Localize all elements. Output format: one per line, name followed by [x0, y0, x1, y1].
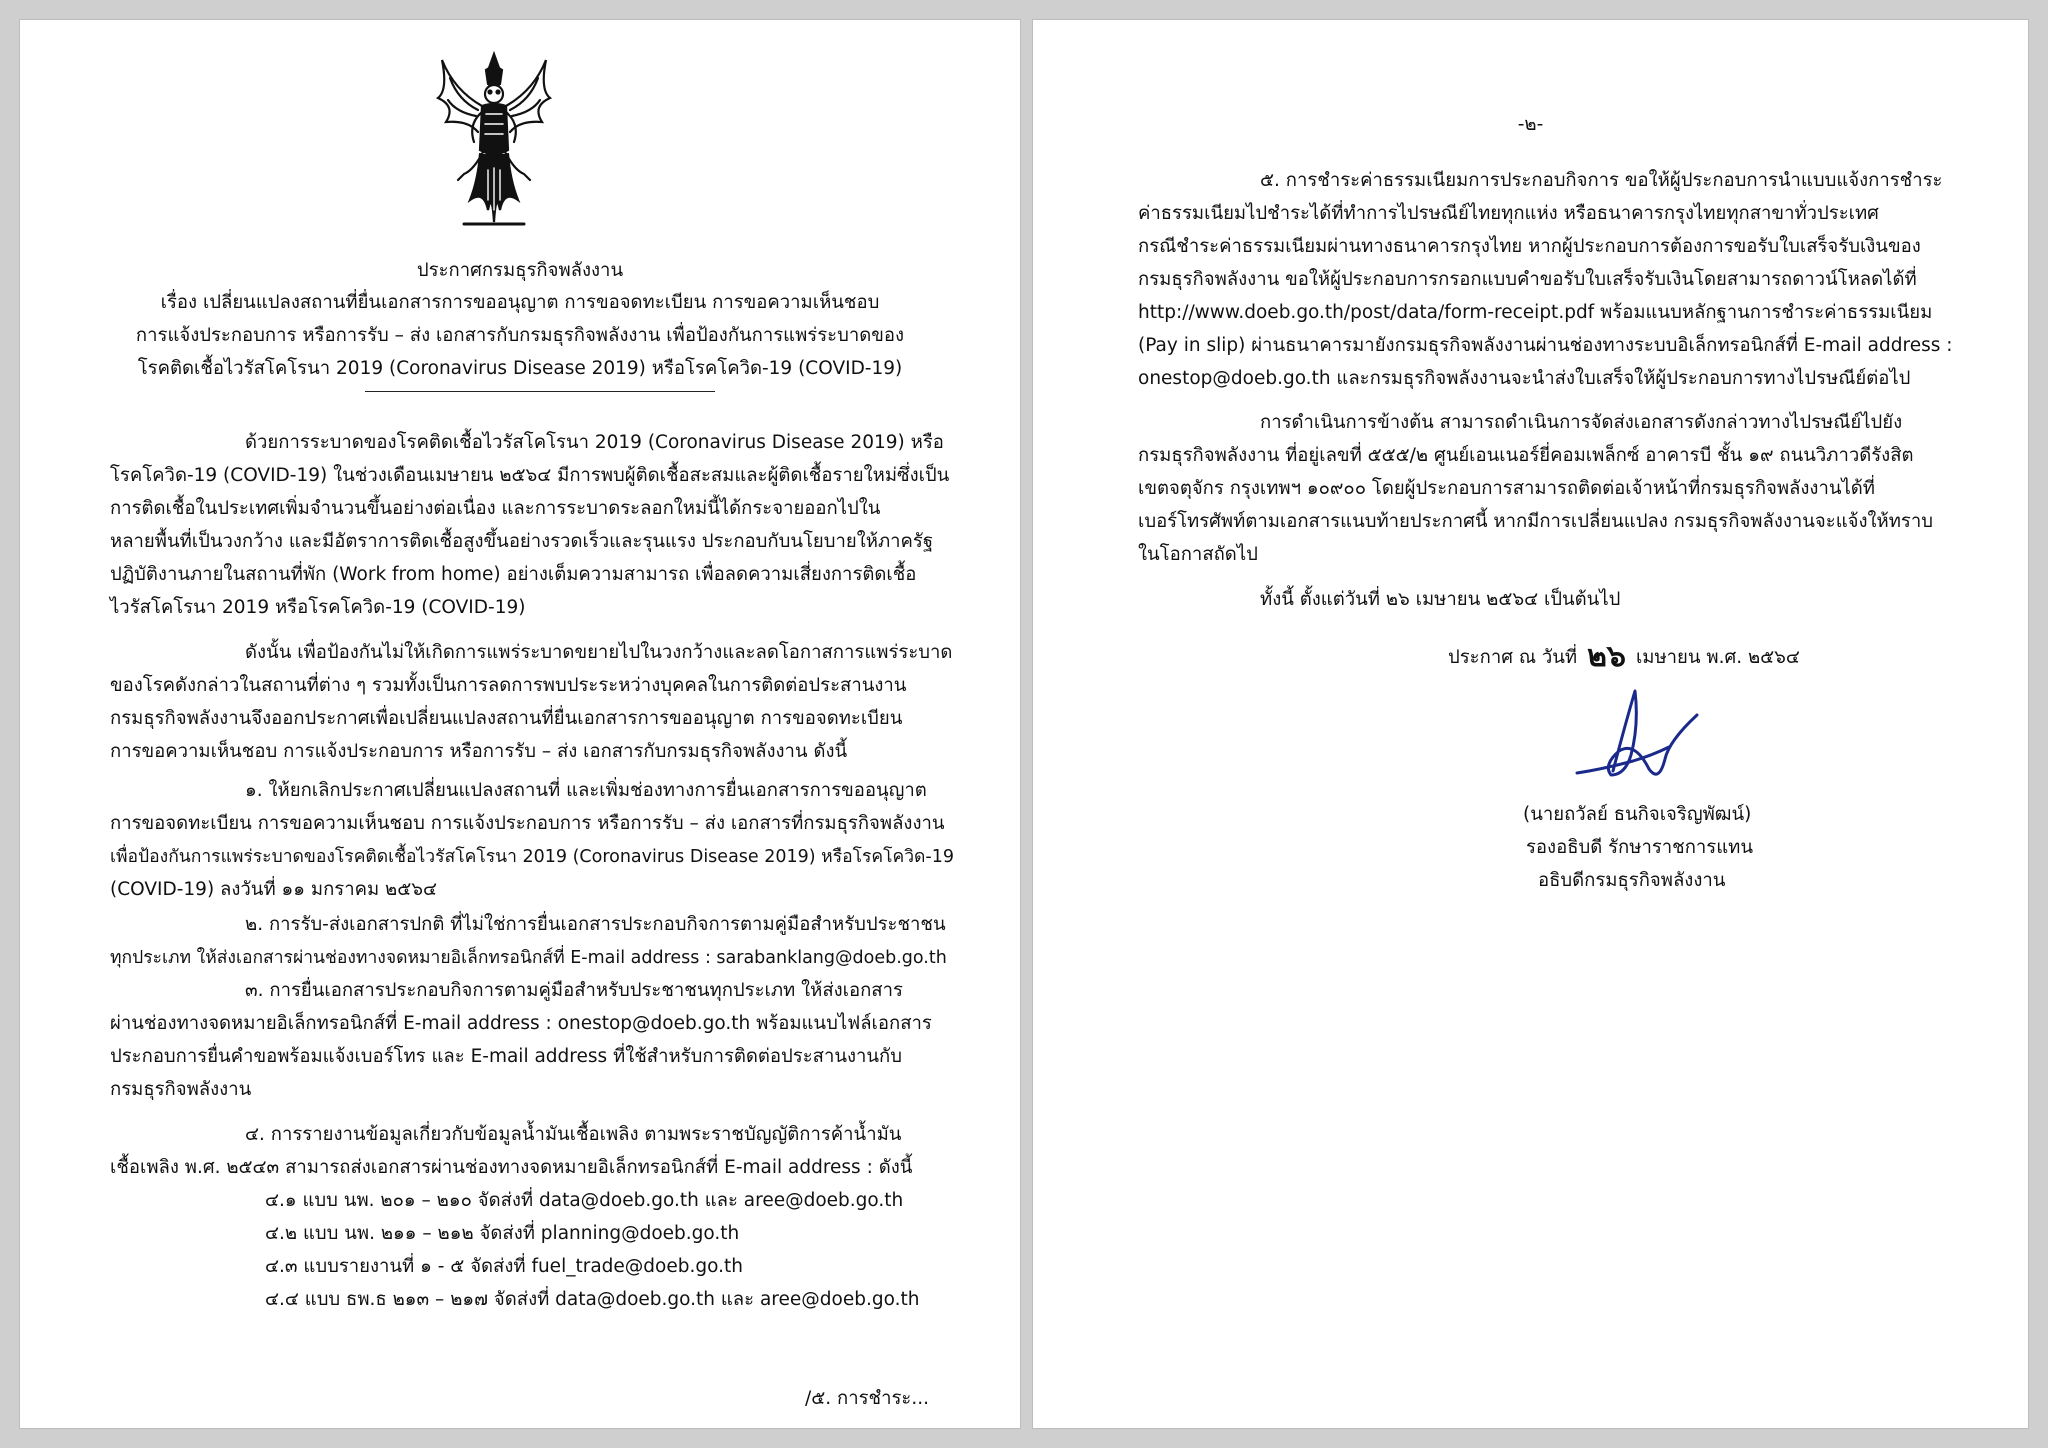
action-paragraph-line: กรมธุรกิจพลังงาน ที่อยู่เลขที่ ๕๕๕/๒ ศูนย์เอนเนอร์ยี่คอมเพล็กซ์ อาคารบี ชั้น ๑๙ ถนนวิภาวดีรังสิต	[1138, 445, 1914, 466]
sub-item: ๔.๓ แบบรายงานที่ ๑ - ๕ จัดส่งที่ fuel_trade@doeb.go.th	[265, 1256, 743, 1277]
action-paragraph-line: ในโอกาสถัดไป	[1138, 544, 1258, 565]
paragraph-2-line: ของโรคดังกล่าวในสถานที่ต่าง ๆ รวมทั้งเป็นการลดการพบประระหว่างบุคคลในการติดต่อประสานงาน	[110, 675, 907, 696]
action-paragraph-line: เขตจตุจักร กรุงเทพฯ ๑๐๙๐๐ โดยผู้ประกอบการสามารถติดต่อเจ้าหน้าที่กรมธุรกิจพลังงานได้ที่	[1138, 478, 1876, 499]
signer-name: (นายถวัลย์ ธนกิจเจริญพัฒน์)	[1523, 804, 1752, 825]
paragraph-2-line: กรมธุรกิจพลังงานจึงออกประกาศเพื่อเปลี่ยนแปลงสถานที่ยื่นเอกสารการขออนุญาต การขอจดทะเบียน	[110, 708, 903, 729]
item-3-line: กรมธุรกิจพลังงาน	[110, 1079, 252, 1100]
item-5-line: onestop@doeb.go.th และกรมธุรกิจพลังงานจะนำส่งใบเสร็จให้ผู้ประกอบการทางไปรษณีย์ต่อไป	[1138, 368, 1911, 389]
sub-item: ๔.๒ แบบ นพ. ๒๑๑ – ๒๑๒ จัดส่งที่ planning@doeb.go.th	[265, 1223, 740, 1244]
sub-item: ๔.๑ แบบ นพ. ๒๐๑ – ๒๑๐ จัดส่งที่ data@doeb.go.th และ aree@doeb.go.th	[265, 1190, 904, 1211]
subject-line-2: การแจ้งประกอบการ หรือการรับ – ส่ง เอกสารกับกรมธุรกิจพลังงาน เพื่อป้องกันการแพร่ระบาดของ	[135, 325, 905, 346]
item-4-line: ๔. การรายงานข้อมูลเกี่ยวกับข้อมูลน้ำมันเชื้อเพลิง ตามพระราชบัญญัติการค้าน้ำมัน	[245, 1124, 902, 1145]
paragraph-1-line: โรคโควิด-19 (COVID-19) ในช่วงเดือนเมษายน ๒๕๖๔ มีการพบผู้ติดเชื้อสะสมและผู้ติดเชื้อรายใหม่ซึ่งเป็น	[110, 465, 950, 486]
document-page-2	[1033, 20, 2028, 1428]
announce-day: ๒๖	[1587, 639, 1626, 674]
paragraph-1-line: หลายพื้นที่เป็นวงกว้าง และมีอัตราการติดเชื้อสูงขึ้นอย่างรวดเร็วและรุนแรง ประกอบกับนโยบายให้ภาครัฐ	[110, 531, 934, 552]
item-1-line: เพื่อป้องกันการแพร่ระบาดของโรคติดเชื้อไวรัสโคโรนา 2019 (Coronavirus Disease 2019) หรือโรคโควิด-19	[110, 847, 954, 867]
subject-line-1: เรื่อง เปลี่ยนแปลงสถานที่ยื่นเอกสารการขออนุญาต การขอจดทะเบียน การขอความเห็นชอบ	[160, 292, 880, 313]
paragraph-1-line: การติดเชื้อในประเทศเพิ่มจำนวนขึ้นอย่างต่อเนื่อง และการระบาดระลอกใหม่นี้ได้กระจายออกไปใน	[110, 498, 881, 519]
item-3-line: ประกอบการยื่นคำขอพร้อมแจ้งเบอร์โทร และ E-mail address ที่ใช้สำหรับการติดต่อประสานงานกับ	[110, 1046, 902, 1067]
document-title: ประกาศกรมธุรกิจพลังงาน	[416, 260, 624, 281]
handwritten-signature	[1573, 685, 1703, 785]
garuda-emblem-icon	[434, 50, 554, 230]
item-3-line: ผ่านช่องทางจดหมายอิเล็กทรอนิกส์ที่ E-mail address : onestop@doeb.go.th พร้อมแนบไฟล์เอกสาร	[110, 1013, 932, 1034]
paragraph-1-line: ปฏิบัติงานภายในสถานที่พัก (Work from home) อย่างเต็มความสามารถ เพื่อลดความเสี่ยงการติดเชื้อ	[110, 564, 917, 585]
item-5-line: กรณีชำระค่าธรรมเนียมผ่านทางธนาคารกรุงไทย หากผู้ประกอบการต้องการขอรับใบเสร็จรับเงินของ	[1138, 236, 1921, 257]
item-3-line: ๓. การยื่นเอกสารประกอบกิจการตามคู่มือสำหรับประชาชนทุกประเภท ให้ส่งเอกสาร	[245, 980, 903, 1001]
title-divider	[365, 391, 715, 392]
item-5-line: (Pay in slip) ผ่านธนาคารมายังกรมธุรกิจพลังงานผ่านช่องทางระบบอิเล็กทรอนิกส์ที่ E-mail address :	[1138, 335, 1953, 356]
item-1-line: (COVID-19) ลงวันที่ ๑๑ มกราคม ๒๕๖๔	[110, 879, 438, 900]
signer-position: อธิบดีกรมธุรกิจพลังงาน	[1538, 870, 1726, 891]
item-5-line: ๕. การชำระค่าธรรมเนียมการประกอบกิจการ ขอให้ผู้ประกอบการนำแบบแจ้งการชำระ	[1260, 170, 1943, 191]
action-paragraph-line: การดำเนินการข้างต้น สามารถดำเนินการจัดส่งเอกสารดังกล่าวทางไปรษณีย์ไปยัง	[1260, 412, 1903, 433]
effective-date: ทั้งนี้ ตั้งแต่วันที่ ๒๖ เมษายน ๒๕๖๔ เป็นต้นไป	[1260, 589, 1621, 610]
page-number: -๒-	[1517, 114, 1544, 135]
paragraph-2-line: ดังนั้น เพื่อป้องกันไม่ให้เกิดการแพร่ระบาดขยายไปในวงกว้างและลดโอกาสการแพร่ระบาด	[245, 642, 953, 663]
item-4-line: เชื้อเพลิง พ.ศ. ๒๕๔๓ สามารถส่งเอกสารผ่านช่องทางจดหมายอิเล็กทรอนิกส์ที่ E-mail address : ดังนี้	[110, 1157, 913, 1178]
subject-line-3: โรคติดเชื้อไวรัสโคโรนา 2019 (Coronavirus Disease 2019) หรือโรคโควิด-19 (COVID-19)	[137, 358, 903, 379]
paragraph-1-line: ด้วยการระบาดของโรคติดเชื้อไวรัสโคโรนา 2019 (Coronavirus Disease 2019) หรือ	[245, 432, 944, 453]
item-1-line: การขอจดทะเบียน การขอความเห็นชอบ การแจ้งประกอบการ หรือการรับ – ส่ง เอกสารที่กรมธุรกิจพลังงาน	[110, 813, 945, 834]
item-5-line: http://www.doeb.go.th/post/data/form-receipt.pdf พร้อมแนบหลักฐานการชำระค่าธรรมเนียม	[1138, 302, 1933, 323]
item-1-line: ๑. ให้ยกเลิกประกาศเปลี่ยนแปลงสถานที่ และเพิ่มช่องทางการยื่นเอกสารการขออนุญาต	[245, 780, 927, 801]
action-paragraph-line: เบอร์โทรศัพท์ตามเอกสารแนบท้ายประกาศนี้ หากมีการเปลี่ยนแปลง กรมธุรกิจพลังงานจะแจ้งให้ทราบ	[1138, 511, 1933, 532]
announce-prefix: ประกาศ ณ วันที่	[1448, 647, 1578, 668]
paragraph-1-line: ไวรัสโคโรนา 2019 หรือโรคโควิด-19 (COVID-19)	[110, 597, 526, 618]
item-5-line: กรมธุรกิจพลังงาน ขอให้ผู้ประกอบการกรอกแบบคำขอรับใบเสร็จรับเงินโดยสามารถดาวน์โหลดได้ที่	[1138, 269, 1917, 290]
item-5-line: ค่าธรรมเนียมไปชำระได้ที่ทำการไปรษณีย์ไทยทุกแห่ง หรือธนาคารกรุงไทยทุกสาขาทั่วประเทศ	[1138, 203, 1879, 224]
item-2-line: ๒. การรับ-ส่งเอกสารปกติ ที่ไม่ใช่การยื่นเอกสารประกอบกิจการตามคู่มือสำหรับประชาชน	[245, 914, 946, 935]
announce-suffix: เมษายน พ.ศ. ๒๕๖๔	[1635, 647, 1800, 668]
sub-item: ๔.๔ แบบ ธพ.ธ ๒๑๓ – ๒๑๗ จัดส่งที่ data@doeb.go.th และ aree@doeb.go.th	[265, 1289, 920, 1310]
announcement-date	[1448, 639, 1800, 674]
document-page-1	[20, 20, 1020, 1428]
continuation-note: /๕. การชำระ...	[805, 1388, 929, 1409]
signer-position: รองอธิบดี รักษาราชการแทน	[1526, 837, 1754, 858]
paragraph-2-line: การขอความเห็นชอบ การแจ้งประกอบการ หรือการรับ – ส่ง เอกสารกับกรมธุรกิจพลังงาน ดังนี้	[110, 741, 848, 762]
item-2-line: ทุกประเภท ให้ส่งเอกสารผ่านช่องทางจดหมายอิเล็กทรอนิกส์ที่ E-mail address : sarabanklang@doeb.go.th	[110, 948, 947, 968]
